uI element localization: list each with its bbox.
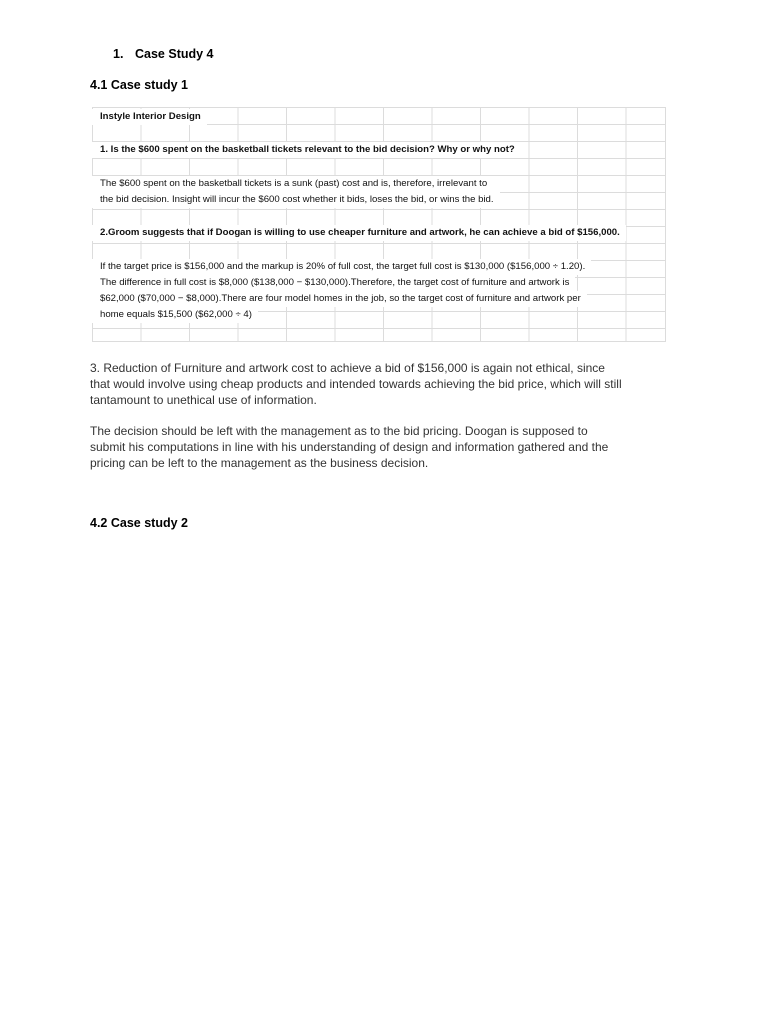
table-question-1: 1. Is the $600 spent on the basketball tickets relevant to the bid decision? Why or why not? xyxy=(92,142,521,158)
table-answer-2-line: home equals $15,500 ($62,000 ÷ 4) xyxy=(92,307,258,323)
table-question-2: 2.Groom suggests that if Doogan is willing to use cheaper furniture and artwork, he can achieve a bid of $156,000. xyxy=(92,225,626,241)
main-heading xyxy=(113,47,214,61)
table-answer-2-line: If the target price is $156,000 and the markup is 20% of full cost, the target full cost is $130,000 ($156,000 ÷ 1.20). xyxy=(92,259,591,275)
paragraph-line: submit his computations in line with his understanding of design and information gathered and the xyxy=(90,440,609,454)
paragraph-line: The decision should be left with the management as to the bid pricing. Doogan is supposed to xyxy=(90,424,588,438)
paragraph-line: tantamount to unethical use of information. xyxy=(90,393,317,407)
spreadsheet-image xyxy=(92,107,666,342)
paragraph-4 xyxy=(90,423,690,471)
heading-number: 1. xyxy=(113,47,124,61)
table-answer-2-line: The difference in full cost is $8,000 ($138,000 − $130,000).Therefore, the target cost of furniture and artwork is xyxy=(92,275,575,291)
paragraph-line: pricing can be left to the management as the business decision. xyxy=(90,456,429,470)
table-answer-1-line: the bid decision. Insight will incur the $600 cost whether it bids, loses the bid, or wins the bid. xyxy=(92,192,500,208)
table-answer-2-line: $62,000 ($70,000 − $8,000).There are four model homes in the job, so the target cost of furniture and artwork per xyxy=(92,291,587,307)
heading-text: Case Study 4 xyxy=(135,47,214,61)
section-heading-case-study-1: 4.1 Case study 1 xyxy=(90,78,188,92)
paragraph-3 xyxy=(90,360,690,408)
section-heading-case-study-2: 4.2 Case study 2 xyxy=(90,516,188,530)
table-answer-1-line: The $600 spent on the basketball tickets is a sunk (past) cost and is, therefore, irrelevant to xyxy=(92,176,493,192)
paragraph-line: that would involve using cheap products and intended towards achieving the bid price, which will still xyxy=(90,377,622,391)
table-title: Instyle Interior Design xyxy=(92,109,207,125)
paragraph-line: 3. Reduction of Furniture and artwork cost to achieve a bid of $156,000 is again not ethical, since xyxy=(90,361,605,375)
